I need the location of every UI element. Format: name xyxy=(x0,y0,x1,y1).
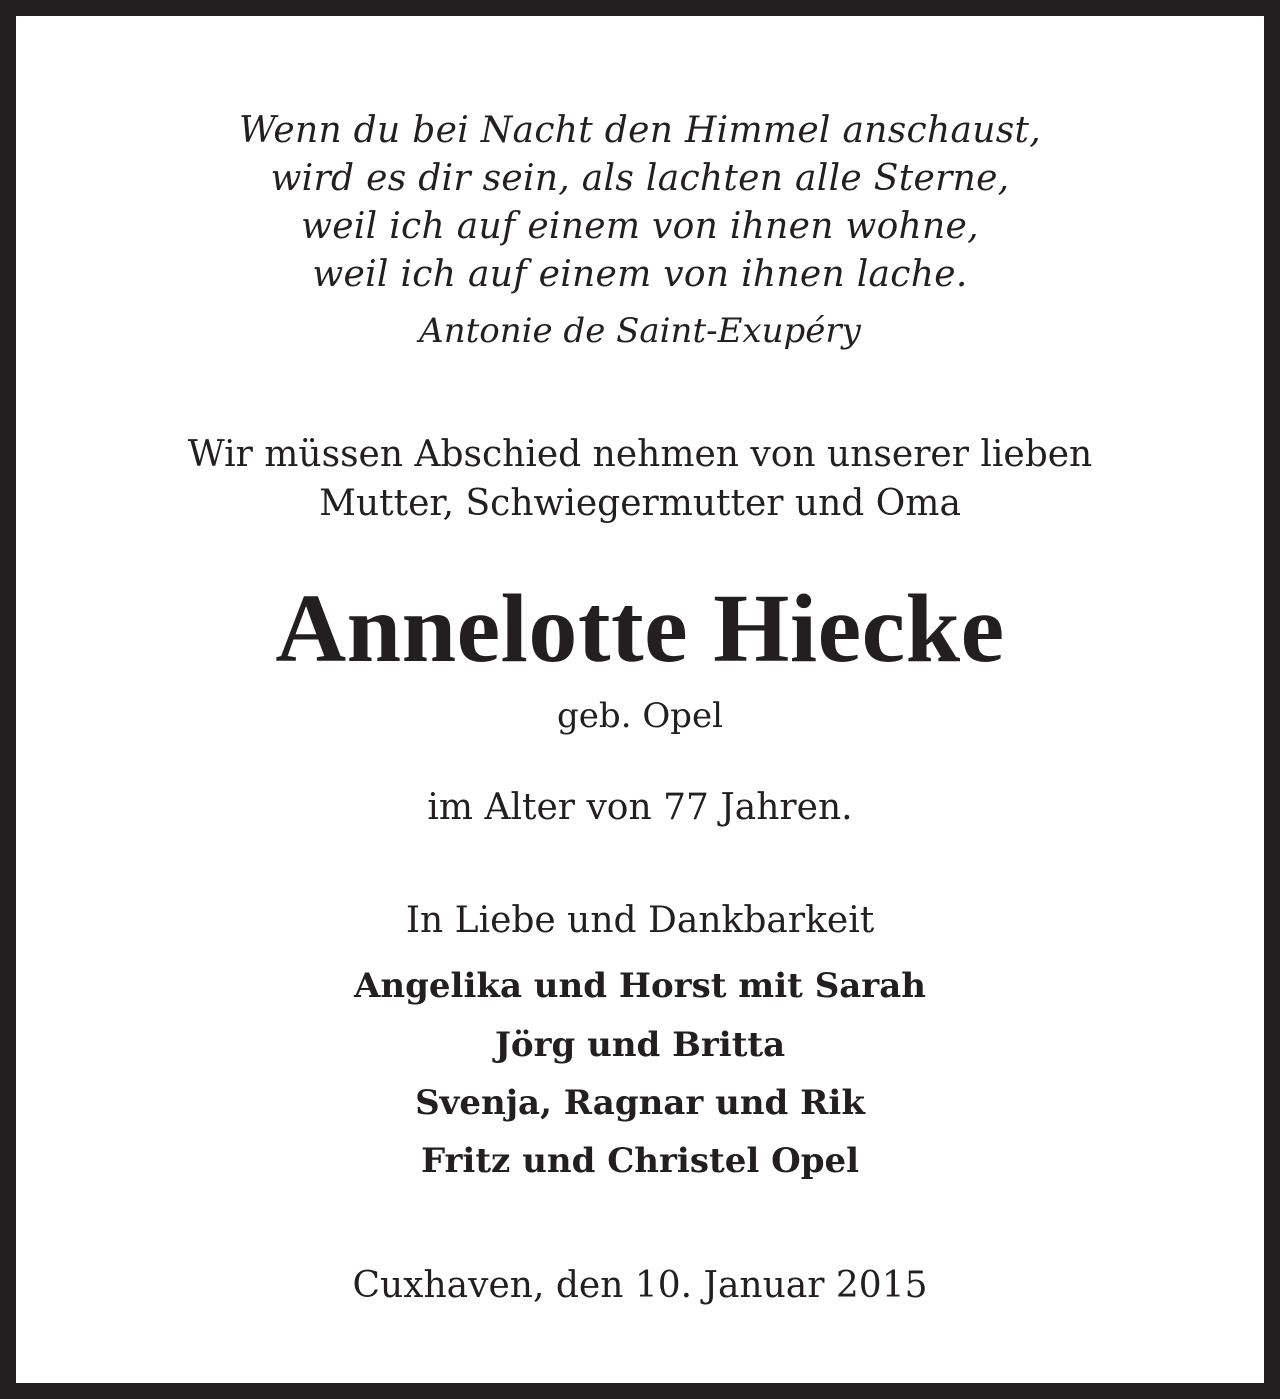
closing-text: In Liebe und Dankbarkeit xyxy=(405,900,875,941)
mourner-line-4: Fritz und Christel Opel xyxy=(420,1141,860,1181)
mourner-line-3: Svenja, Ragnar und Rik xyxy=(415,1083,865,1123)
deceased-name: Annelotte Hiecke xyxy=(275,575,1005,683)
mourner-line-1: Angelika und Horst mit Sarah xyxy=(354,966,926,1006)
quote-author: Antonie de Saint-Exupéry xyxy=(419,311,861,351)
intro-line-2: Mutter, Schwiegermutter und Oma xyxy=(319,483,961,524)
mourner-line-2: Jörg und Britta xyxy=(494,1025,786,1065)
quote-line-2: wird es dir sein, als lachten alle Sterne, xyxy=(270,158,1010,199)
quote-line-4: weil ich auf einem von ihnen lache. xyxy=(312,254,968,295)
age-text: im Alter von 77 Jahren. xyxy=(427,787,853,828)
quote-line-1: Wenn du bei Nacht den Himmel anschaust, xyxy=(238,110,1041,151)
quote-line-3: weil ich auf einem von ihnen wohne, xyxy=(301,206,979,247)
intro-line-1: Wir müssen Abschied nehmen von unserer lieben xyxy=(187,434,1093,475)
place-date: Cuxhaven, den 10. Januar 2015 xyxy=(352,1265,928,1306)
maiden-name: geb. Opel xyxy=(557,696,723,736)
